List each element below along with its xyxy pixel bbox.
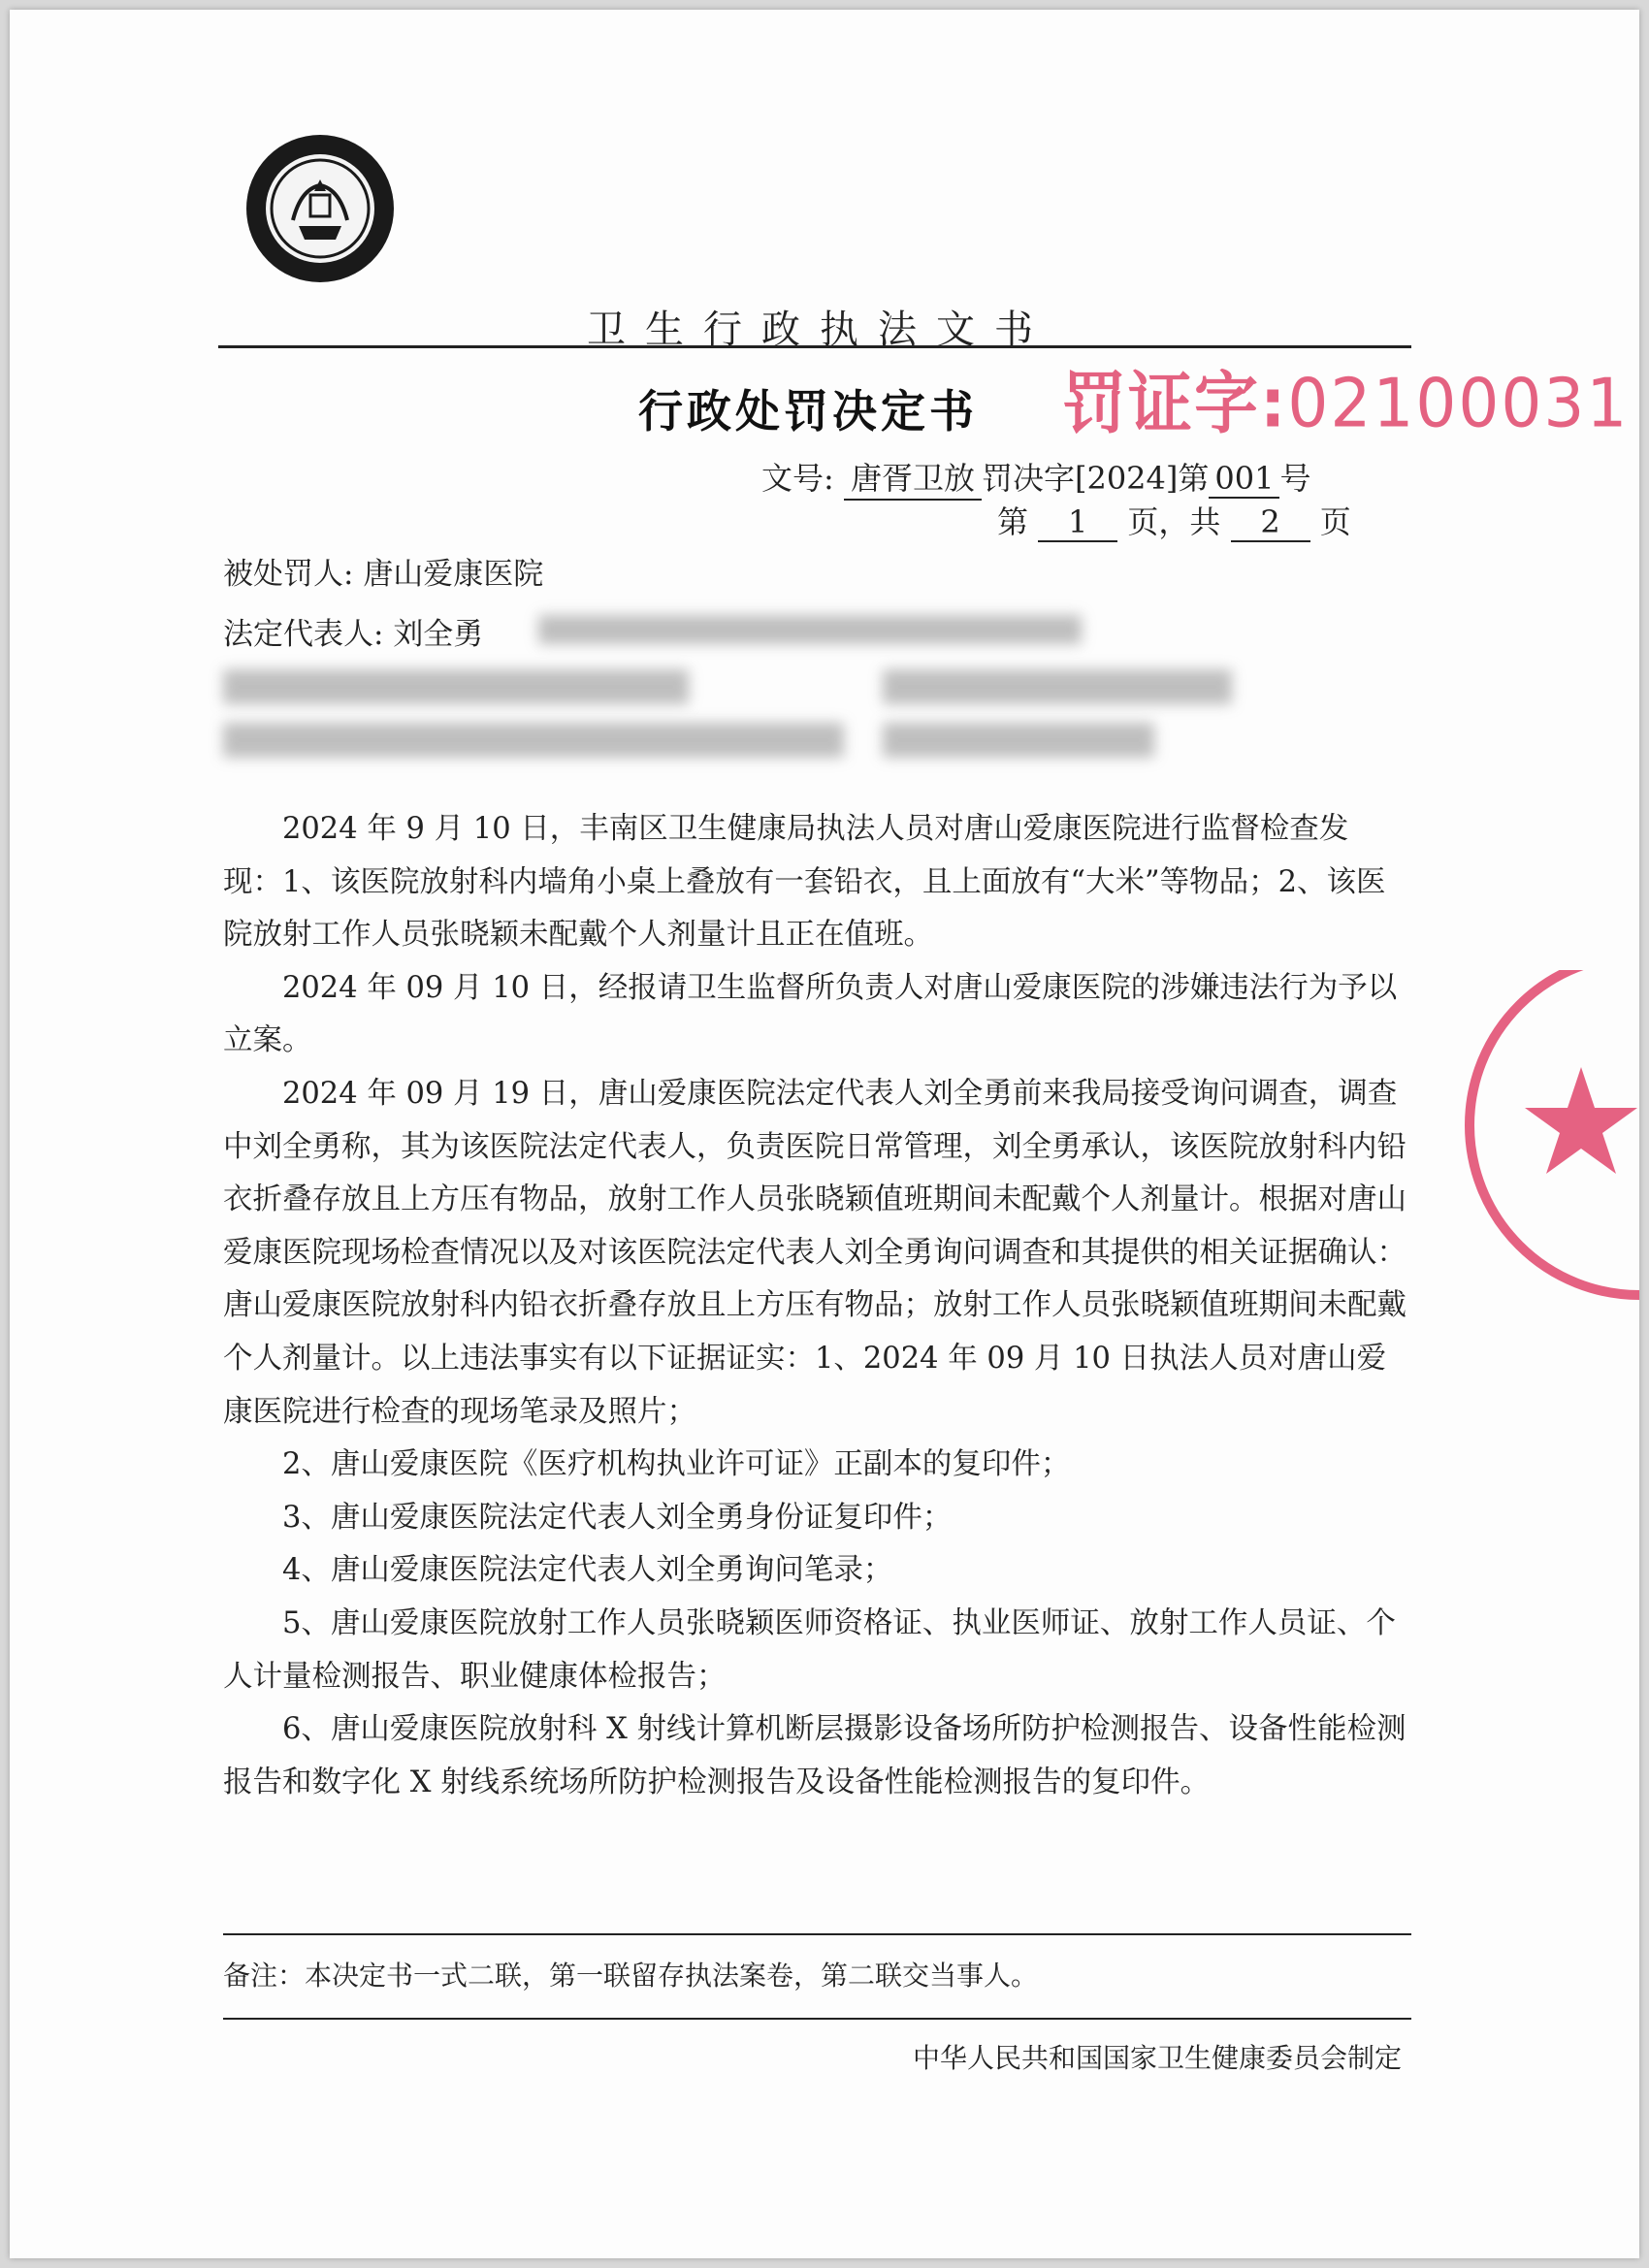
health-inspection-emblem	[242, 131, 398, 286]
redacted-block	[538, 615, 1082, 644]
document-page	[10, 10, 1639, 2258]
doc-number-type: 罚决字[2024]第	[981, 460, 1210, 497]
redacted-block	[883, 669, 1232, 704]
doc-number-label: 文号:	[761, 460, 834, 497]
penalized-party-line	[223, 549, 543, 593]
document-series-title: 卫生行政执法文书	[587, 308, 1052, 352]
official-red-seal	[1436, 970, 1639, 1358]
legal-representative-line	[223, 609, 483, 653]
decision-body	[223, 803, 1406, 1809]
legal-representative-value: 刘全勇	[393, 617, 484, 652]
page-current: 1	[1038, 503, 1117, 542]
series-title-rule	[218, 345, 1411, 348]
body-paragraph: 4、唐山爱康医院法定代表人刘全勇询问笔录；	[282, 1553, 893, 1588]
note-bottom-rule	[223, 2018, 1411, 2020]
penalty-certificate-stamp	[1062, 349, 1629, 446]
body-paragraph: 2024 年 09 月 10 日，经报请卫生监督所负责人对唐山爱康医院的涉嫌违法行为予以立案。	[223, 970, 1398, 1058]
document-number-line	[761, 454, 1310, 501]
stamp-prefix: 罚证字:	[1062, 364, 1288, 443]
remarks-note: 备注：本决定书一式二联，第一联留存执法案卷，第二联交当事人。	[223, 1960, 1039, 1992]
redacted-block	[223, 723, 844, 758]
note-top-rule	[223, 1933, 1411, 1935]
legal-representative-label: 法定代表人:	[223, 617, 384, 652]
doc-number-seq: 001	[1209, 460, 1279, 499]
page-total: 2	[1231, 503, 1310, 542]
body-paragraph: 2024 年 09 月 19 日，唐山爱康医院法定代表人刘全勇前来我局接受询问调查，调查中刘全勇称，其为该医院法定代表人，负责医院日常管理，刘全勇承认，该医院放射科内铅衣折叠存放且上方压有物品，放射工作人员张晓颖值班期间未配戴个人剂量计。根据对唐山爱康医院现场检查情况以及对该医院法定代表人刘全勇询问调查和其提供的相关证据确认：唐山爱康医院放射科内铅衣折叠存放且上方压有物品；放射工作人员张晓颖值班期间未配戴个人剂量计。以上违法事实有以下证据证实：1、2024 年 09 月 10 日执法人员对唐山爱康医院进行检查的现场笔录及照片；	[223, 1076, 1406, 1429]
doc-number-org: 唐胥卫放	[844, 454, 982, 501]
page-suffix: 页	[1319, 503, 1351, 540]
body-paragraph: 3、唐山爱康医院法定代表人刘全勇身份证复印件；	[282, 1500, 953, 1535]
page-prefix: 第	[997, 503, 1029, 540]
doc-number-suffix: 号	[1279, 460, 1311, 497]
redacted-block	[883, 723, 1154, 758]
penalized-party-value: 唐山爱康医院	[363, 557, 544, 592]
body-paragraph: 5、唐山爱康医院放射工作人员张晓颖医师资格证、执业医师证、放射工作人员证、个人计量检测报告、职业健康体检报告；	[223, 1605, 1396, 1694]
penalized-party-label: 被处罚人:	[223, 557, 354, 592]
body-paragraph: 2、唐山爱康医院《医疗机构执业许可证》正副本的复印件；	[282, 1447, 1071, 1482]
document-title: 行政处罚决定书	[638, 385, 978, 437]
page-middle: 页，共	[1127, 503, 1221, 540]
stamp-number: 02100031	[1287, 364, 1630, 443]
redacted-block	[223, 669, 689, 704]
issuing-authority: 中华人民共和国国家卫生健康委员会制定	[912, 2042, 1402, 2074]
body-paragraph: 2024 年 9 月 10 日，丰南区卫生健康局执法人员对唐山爱康医院进行监督检查发现：1、该医院放射科内墙角小桌上叠放有一套铅衣，且上面放有“大米”等物品；2、该医院放射工作人员张晓颖未配戴个人剂量计且正在值班。	[223, 812, 1386, 953]
body-paragraph: 6、唐山爱康医院放射科 X 射线计算机断层摄影设备场所防护检测报告、设备性能检测报告和数字化 X 射线系统场所防护检测报告及设备性能检测报告的复印件。	[223, 1712, 1406, 1799]
pagination-line	[997, 498, 1351, 542]
